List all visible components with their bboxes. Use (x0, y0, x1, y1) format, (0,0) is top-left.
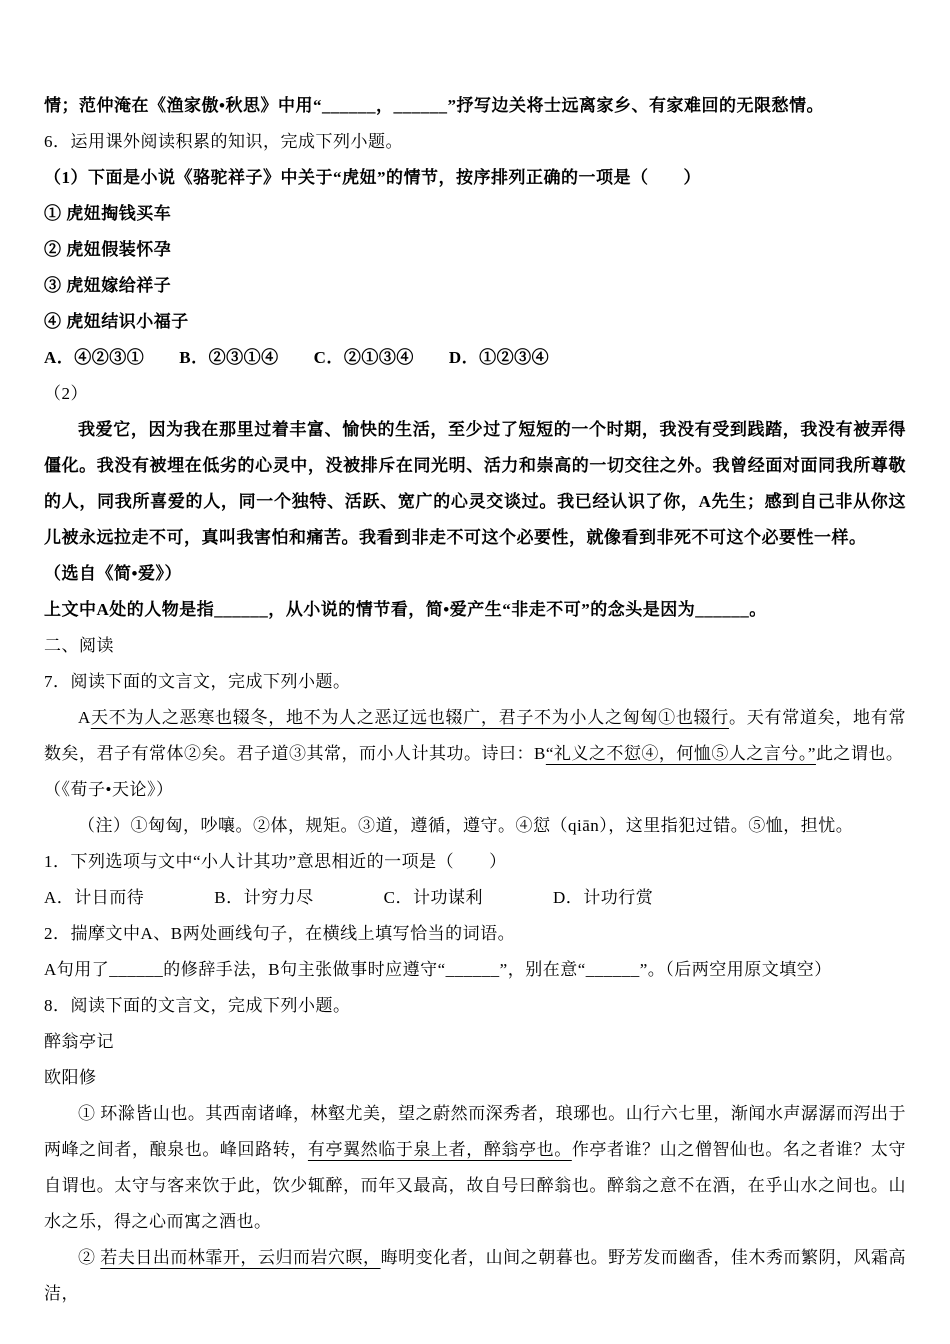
text-segment: 二、阅读 (44, 636, 114, 655)
text-segment: 2．揣摩文中A、B两处画线句子，在横线上填写恰当的词语。 (44, 924, 516, 943)
plot-item-3 (44, 268, 906, 304)
text-segment: A．④②③① B．②③①④ C．②①③④ D．①②③④ (44, 348, 550, 367)
document-content (44, 88, 906, 1312)
text-segment: A (78, 708, 91, 727)
section-2-header (44, 628, 906, 664)
jane-eyre-source (44, 556, 906, 592)
xunzi-source (44, 772, 906, 808)
text-segment: ④ 虎妞结识小福子 (44, 312, 189, 331)
question-8-stem (44, 988, 906, 1024)
text-segment: 6．运用课外阅读积累的知识，完成下列小题。 (44, 132, 403, 151)
essay-title (44, 1024, 906, 1060)
text-segment: 1．下列选项与文中“小人计其功”意思相近的一项是（ ） (44, 852, 507, 871)
question-7-stem (44, 664, 906, 700)
question-6-1-options (44, 340, 906, 376)
text-segment: 作亭者谁？山之僧智仙也。名之者谁？太守自谓也。太守与客来饮于此，饮少辄醉，而年又最高，故自号曰醉翁也。醉翁之意不在酒，在乎山水之间也。山水之乐，得之心而寓之酒也。 (44, 1140, 906, 1231)
question-6-stem (44, 124, 906, 160)
text-segment: ① 环滁皆山也。其西南诸峰，林壑尤美，望之蔚然而深秀者，琅琊也。山行六七里，渐闻水声潺潺而泻出于两峰之间者，酿泉也。峰回路转， (44, 1104, 906, 1159)
text-segment: 此之谓也。 (815, 744, 904, 763)
underlined-text: 天不为人之恶寒也辍冬，地不为人之恶辽远也辍广，君子不为小人之匈匈①也辍行 (90, 708, 729, 727)
underlined-text: 若夫日出而林霏开，云归而岩穴暝， (100, 1248, 381, 1267)
essay-author (44, 1060, 906, 1096)
text-segment: 情；范仲淹在《渔家傲•秋思》中用“______，______”抒写边关将士远离家乡、有家难回的无限愁情。 (44, 96, 824, 115)
text-segment: 8．阅读下面的文言文，完成下列小题。 (44, 996, 351, 1015)
question-7-1-options (44, 880, 906, 916)
plot-item-2 (44, 232, 906, 268)
text-segment: 我爱它，因为我在那里过着丰富、愉快的生活，至少过了短短的一个时期，我没有受到践踏，我没有被弄得僵化。我没有被埋在低劣的心灵中，没被排斥在同光明、活力和崇高的一切交往之外。我曾经面对面同我所尊敬的人，同我所喜爱的人，同一个独特、活跃、宽广的心灵交谈过。我已经认识了你，A先生；感到自己非从你这儿被永远拉走不可，真叫我害怕和痛苦。我看到非走不可这个必要性，就像看到非死不可这个必要性一样。 (44, 420, 906, 547)
text-segment: （选自《简•爱》） (44, 564, 182, 583)
text-segment: （注）①匈匈，吵嚷。②体，规矩。③道，遵循，遵守。④愆（qiān），这里指犯过错。⑤恤，担忧。 (78, 816, 854, 835)
plot-item-4 (44, 304, 906, 340)
text-segment: 欧阳修 (44, 1068, 97, 1087)
text-segment: ② 虎妞假装怀孕 (44, 240, 172, 259)
plot-item-1 (44, 196, 906, 232)
question-7-2-detail (44, 952, 906, 988)
text-segment: （1）下面是小说《骆驼祥子》中关于“虎妞”的情节，按序排列正确的一项是（ ） (44, 168, 701, 187)
question-6-1-stem (44, 160, 906, 196)
question-6-2-label (44, 376, 906, 412)
text-segment: （2） (44, 384, 88, 403)
text-segment: ① 虎妞掏钱买车 (44, 204, 172, 223)
text-segment: 上文中A处的人物是指______，从小说的情节看，简•爱产生“非走不可”的念头是因为______。 (44, 600, 767, 619)
fill-blank-continuation (44, 88, 906, 124)
xunzi-notes (44, 808, 906, 844)
text-segment: 晦明变化者，山间之朝暮也。野芳发而幽香，佳木秀而繁阴，风霜高洁， (44, 1248, 907, 1303)
text-segment: ③ 虎妞嫁给祥子 (44, 276, 172, 295)
essay-paragraph-2 (44, 1240, 906, 1312)
text-segment: A．计日而待 B．计穷力尽 C．计功谋利 D．计功行赏 (44, 888, 654, 907)
underlined-text: 有亭翼然临于泉上者，醉翁亭也。 (307, 1140, 572, 1159)
text-segment: ② (78, 1248, 101, 1267)
xunzi-passage (44, 700, 906, 772)
essay-paragraph-1 (44, 1096, 906, 1240)
jane-eyre-passage (44, 412, 906, 556)
question-7-2-stem (44, 916, 906, 952)
text-segment: 。天有常道矣，地有常数矣，君子有常体②矣。君子道③其常，而小人计其功。诗曰：B (44, 708, 906, 763)
question-6-2-stem (44, 592, 906, 628)
question-7-1-stem (44, 844, 906, 880)
underlined-text: “礼义之不愆④，何恤⑤人之言兮。” (545, 744, 816, 763)
text-segment: 7．阅读下面的文言文，完成下列小题。 (44, 672, 351, 691)
text-segment: 醉翁亭记 (44, 1032, 114, 1051)
text-segment: A句用了______的修辞手法，B句主张做事时应遵守“______”，别在意“______”。（后两空用原文填空） (44, 960, 832, 979)
text-segment: （《荀子•天论》） (44, 780, 174, 799)
